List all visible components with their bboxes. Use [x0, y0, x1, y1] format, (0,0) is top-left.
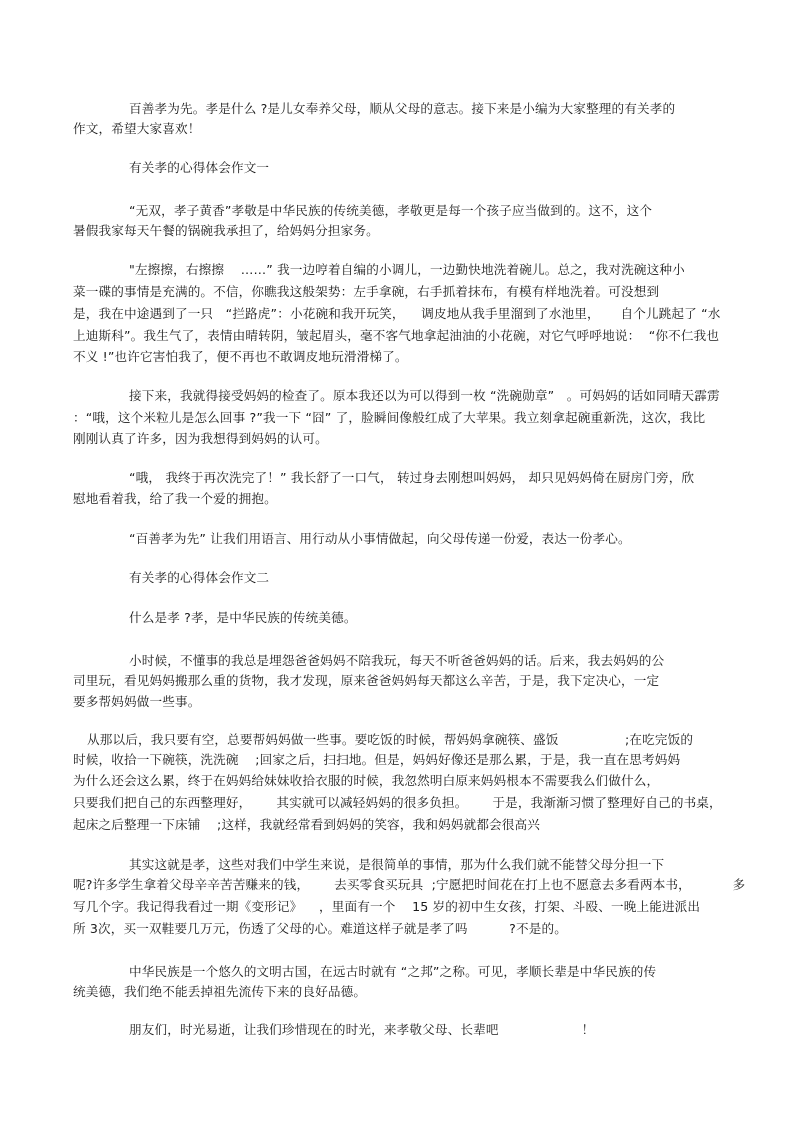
paragraph-line: ：“哦，这个米粒儿是怎么回事 ?”我一下 “囧” 了，脸瞬间像般红成了大苹果。我立刻拿起碗重新洗，这次，我比	[73, 410, 706, 425]
paragraph-line: 什么是孝 ?孝，是中华民族的传统美德。	[129, 610, 357, 625]
paragraph-line: 暑假我家每天午餐的锅碗我承担了，给妈妈分担家务。	[73, 223, 379, 238]
essay-two-title: 有关孝的心得体会作文二	[129, 570, 270, 585]
paragraph-line: 中华民族是一个悠久的文明古国，在远古时就有 “之邦”之称。可见，孝顺长辈是中华民族的传	[129, 964, 657, 979]
paragraph-line: “百善孝为先” 让我们用语言、用行动从小事情做起，向父母传递一份爱，表达一份孝心。	[129, 531, 631, 546]
paragraph-line: 接下来，我就得接受妈妈的检查了。原本我还以为可以得到一枚 “洗碗勋章” 。可妈妈的话如同晴天霹雳	[129, 388, 720, 403]
paragraph-line: “无双，孝子黄香”孝敬是中华民族的传统美德，孝敬更是每一个孩子应当做到的。这不，这个	[129, 203, 653, 218]
paragraph-line: 其实这就是孝，这些对我们中学生来说，是很简单的事情，那为什么我们就不能替父母分担一下	[129, 857, 665, 872]
paragraph-line: 刚刚认真了许多，因为我想得到妈妈的认可。	[73, 431, 328, 446]
intro-line: 作文，希望大家喜欢！	[73, 121, 201, 136]
paragraph-line: 不义 !”也许它害怕我了，便不再也不敢调皮地玩滑滑梯了。	[73, 349, 408, 364]
paragraph-line: 所 3次，买一双鞋要几万元，伤透了父母的心。难道这样子就是孝了吗 ?不是的。	[73, 921, 567, 936]
paragraph-line: 时候，收拾一下碗筷，洗洗碗 ;回家之后，扫扫地。但是，妈妈好像还是那么累，于是，我一直在思考妈妈	[73, 752, 681, 767]
paragraph-line: 起床之后整理一下床铺 ;这样，我就经常看到妈妈的笑容，我和妈妈就都会很高兴	[73, 817, 541, 832]
paragraph-line: 是，我在中途遇到了一只 “拦路虎”：小花碗和我开玩笑， 调皮地从我手里溜到了水池里， 自个儿跳起了 “水	[73, 306, 721, 321]
paragraph-line: 菜一碟的事情是充满的。不信，你瞧我这般架势：左手拿碗，右手抓着抹布，有模有样地洗着。可没想到	[73, 284, 660, 299]
paragraph-line: 只要我们把自己的东西整理好， 其实就可以减轻妈妈的很多负担。 于是，我渐渐习惯了整理好自己的书桌，	[73, 795, 722, 810]
paragraph-line: 上迪斯科”。我生气了，表情由晴转阴，皱起眉头，毫不客气地拿起油油的小花碗，对它气呼呼地说： “你不仁我也	[73, 328, 720, 343]
paragraph-line: 要多帮妈妈做一些事。	[73, 694, 201, 709]
paragraph-line: “哦， 我终于再次洗完了！” 我长舒了一口气， 转过身去刚想叫妈妈， 却只见妈妈倚在厨房门旁，欣	[129, 470, 695, 485]
paragraph-line: 统美德，我们绝不能丢掉祖先流传下来的良好品德。	[73, 984, 367, 999]
closing-line: 朋友们，时光易逝，让我们珍惜现在的时光，来孝敬父母、长辈吧 ！	[129, 1022, 595, 1037]
essay-one-title: 有关孝的心得体会作文一	[129, 160, 270, 175]
paragraph-line: 从那以后，我只要有空，总要帮妈妈做一些事。要吃饭的时候，帮妈妈拿碗筷、盛饭 ;在吃完饭的	[87, 732, 694, 747]
paragraph-line: 呢?许多学生拿着父母辛辛苦苦赚来的钱， 去买零食买玩具 ;宁愿把时间花在打上也不愿意去多看两本书， 多	[73, 877, 746, 892]
paragraph-line: 为什么还会这么累，终于在妈妈给妹妹收拾衣服的时候，我忽然明白原来妈妈根本不需要我么们做什么，	[73, 773, 660, 788]
intro-line: 百善孝为先。孝是什么 ?是儿女奉养父母，顺从父母的意志。接下来是小编为大家整理的有关孝的	[129, 101, 676, 116]
paragraph-line: 写几个字。我记得我看过一期《变形记》 ，里面有一个 15 岁的初中生女孩，打架、斗殴、一晚上能进派出	[73, 899, 701, 914]
paragraph-line: 司里玩，看见妈妈搬那么重的货物，我才发现，原来爸爸妈妈每天都这么辛苦，于是，我下定决心，一定	[73, 673, 660, 688]
paragraph-line: "左擦擦，右擦擦 ……” 我一边哼着自编的小调儿，一边勤快地洗着碗儿。总之，我对洗碗这种小	[129, 262, 685, 277]
paragraph-line: 小时候，不懂事的我总是埋怨爸爸妈妈不陪我玩，每天不听爸爸妈妈的话。后来，我去妈妈的公	[129, 653, 665, 668]
paragraph-line: 慰地看着我，给了我一个爱的拥抱。	[73, 491, 277, 506]
